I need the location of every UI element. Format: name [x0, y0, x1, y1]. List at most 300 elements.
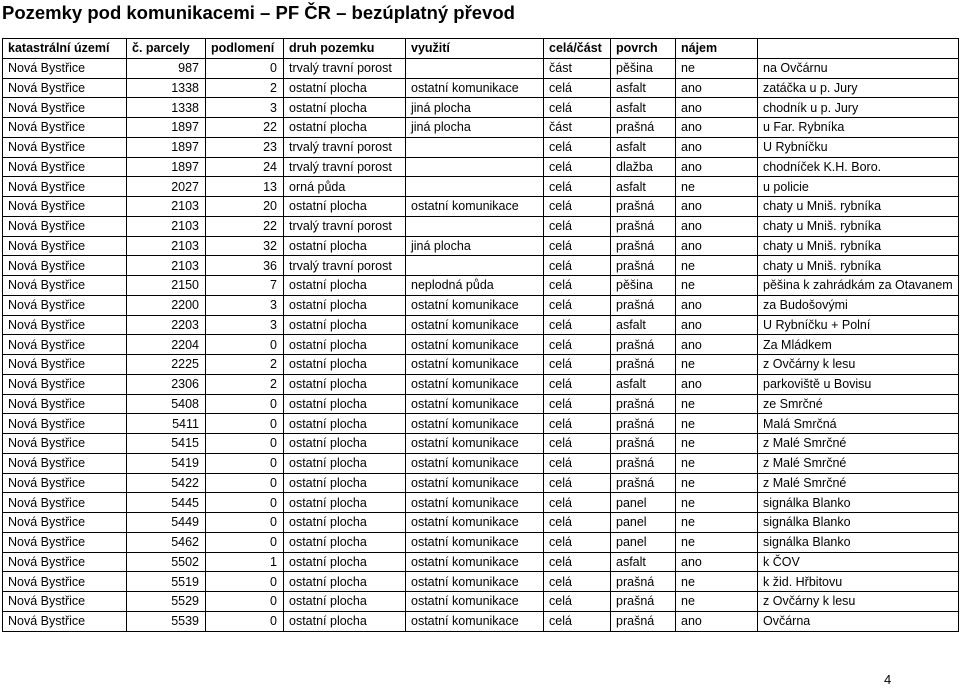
cell-druh-pozemku: ostatní plocha: [284, 236, 406, 256]
cell-druh-pozemku: ostatní plocha: [284, 552, 406, 572]
cell-lokalita: z Malé Smrčné: [758, 434, 959, 454]
table-row: [3, 58, 959, 78]
cell-cislo-parcely: 2103: [127, 256, 206, 276]
cell-podlomeni: 20: [206, 197, 284, 217]
cell-najem: ano: [676, 157, 758, 177]
table-row: [3, 157, 959, 177]
header-lokalita: [758, 39, 959, 59]
table-row: [3, 592, 959, 612]
cell-lokalita: signálka Blanko: [758, 513, 959, 533]
cell-povrch: prašná: [611, 256, 676, 276]
header-cislo-parcely: č. parcely: [127, 39, 206, 59]
cell-cela-cast: celá: [544, 78, 611, 98]
cell-povrch: prašná: [611, 434, 676, 454]
table-row: [3, 177, 959, 197]
header-vyuziti: využití: [406, 39, 544, 59]
cell-cela-cast: celá: [544, 315, 611, 335]
cell-povrch: panel: [611, 532, 676, 552]
cell-vyuziti: ostatní komunikace: [406, 78, 544, 98]
cell-cislo-parcely: 5445: [127, 493, 206, 513]
cell-podlomeni: 0: [206, 453, 284, 473]
cell-vyuziti: ostatní komunikace: [406, 453, 544, 473]
cell-cela-cast: celá: [544, 434, 611, 454]
cell-katastralni-uzemi: Nová Bystřice: [3, 118, 127, 138]
cell-povrch: prašná: [611, 453, 676, 473]
cell-cislo-parcely: 5415: [127, 434, 206, 454]
table-row: [3, 236, 959, 256]
cell-najem: ne: [676, 493, 758, 513]
cell-najem: ano: [676, 315, 758, 335]
cell-povrch: prašná: [611, 394, 676, 414]
cell-povrch: panel: [611, 513, 676, 533]
cell-cislo-parcely: 5408: [127, 394, 206, 414]
cell-vyuziti: ostatní komunikace: [406, 394, 544, 414]
cell-vyuziti: ostatní komunikace: [406, 374, 544, 394]
cell-najem: ano: [676, 611, 758, 631]
cell-katastralni-uzemi: Nová Bystřice: [3, 374, 127, 394]
table-row: [3, 473, 959, 493]
cell-povrch: dlažba: [611, 157, 676, 177]
cell-druh-pozemku: trvalý travní porost: [284, 137, 406, 157]
cell-cela-cast: celá: [544, 572, 611, 592]
cell-cela-cast: celá: [544, 453, 611, 473]
cell-cislo-parcely: 5539: [127, 611, 206, 631]
cell-podlomeni: 1: [206, 552, 284, 572]
table-row: [3, 552, 959, 572]
cell-povrch: asfalt: [611, 98, 676, 118]
parcel-table: [2, 38, 959, 632]
header-povrch: povrch: [611, 39, 676, 59]
cell-cela-cast: celá: [544, 552, 611, 572]
cell-najem: ano: [676, 118, 758, 138]
table-row: [3, 374, 959, 394]
cell-cislo-parcely: 2306: [127, 374, 206, 394]
cell-povrch: prašná: [611, 414, 676, 434]
cell-povrch: prašná: [611, 473, 676, 493]
cell-podlomeni: 0: [206, 473, 284, 493]
cell-druh-pozemku: ostatní plocha: [284, 118, 406, 138]
table-row: [3, 197, 959, 217]
cell-cislo-parcely: 1897: [127, 118, 206, 138]
cell-cislo-parcely: 5502: [127, 552, 206, 572]
cell-lokalita: chaty u Mniš. rybníka: [758, 236, 959, 256]
table-row: [3, 216, 959, 236]
cell-cislo-parcely: 1897: [127, 157, 206, 177]
cell-katastralni-uzemi: Nová Bystřice: [3, 355, 127, 375]
cell-povrch: prašná: [611, 197, 676, 217]
cell-katastralni-uzemi: Nová Bystřice: [3, 157, 127, 177]
table-row: [3, 295, 959, 315]
cell-druh-pozemku: ostatní plocha: [284, 532, 406, 552]
cell-povrch: prašná: [611, 592, 676, 612]
table-header-row: [3, 39, 959, 59]
cell-podlomeni: 0: [206, 434, 284, 454]
cell-najem: ano: [676, 137, 758, 157]
cell-lokalita: signálka Blanko: [758, 532, 959, 552]
cell-lokalita: zatáčka u p. Jury: [758, 78, 959, 98]
cell-katastralni-uzemi: Nová Bystřice: [3, 473, 127, 493]
cell-katastralni-uzemi: Nová Bystřice: [3, 513, 127, 533]
cell-najem: ne: [676, 434, 758, 454]
cell-najem: ano: [676, 236, 758, 256]
cell-podlomeni: 3: [206, 98, 284, 118]
cell-druh-pozemku: ostatní plocha: [284, 414, 406, 434]
cell-najem: ne: [676, 177, 758, 197]
cell-povrch: prašná: [611, 611, 676, 631]
cell-najem: ne: [676, 513, 758, 533]
cell-povrch: asfalt: [611, 177, 676, 197]
cell-katastralni-uzemi: Nová Bystřice: [3, 552, 127, 572]
table-row: [3, 453, 959, 473]
cell-druh-pozemku: ostatní plocha: [284, 394, 406, 414]
cell-cela-cast: celá: [544, 197, 611, 217]
cell-cislo-parcely: 987: [127, 58, 206, 78]
cell-katastralni-uzemi: Nová Bystřice: [3, 276, 127, 296]
cell-druh-pozemku: trvalý travní porost: [284, 256, 406, 276]
cell-katastralni-uzemi: Nová Bystřice: [3, 532, 127, 552]
cell-povrch: prašná: [611, 335, 676, 355]
cell-katastralni-uzemi: Nová Bystřice: [3, 493, 127, 513]
cell-cela-cast: celá: [544, 532, 611, 552]
cell-podlomeni: 2: [206, 355, 284, 375]
cell-vyuziti: ostatní komunikace: [406, 335, 544, 355]
cell-lokalita: chaty u Mniš. rybníka: [758, 216, 959, 236]
cell-cela-cast: celá: [544, 335, 611, 355]
cell-cela-cast: celá: [544, 493, 611, 513]
cell-povrch: prašná: [611, 216, 676, 236]
cell-cislo-parcely: 5449: [127, 513, 206, 533]
cell-vyuziti: ostatní komunikace: [406, 513, 544, 533]
cell-podlomeni: 3: [206, 315, 284, 335]
cell-podlomeni: 0: [206, 592, 284, 612]
cell-druh-pozemku: ostatní plocha: [284, 611, 406, 631]
cell-podlomeni: 2: [206, 78, 284, 98]
cell-vyuziti: ostatní komunikace: [406, 611, 544, 631]
cell-povrch: prašná: [611, 572, 676, 592]
cell-katastralni-uzemi: Nová Bystřice: [3, 216, 127, 236]
page-number: 4: [884, 672, 892, 687]
cell-podlomeni: 7: [206, 276, 284, 296]
cell-lokalita: U Rybníčku: [758, 137, 959, 157]
cell-podlomeni: 0: [206, 611, 284, 631]
cell-povrch: asfalt: [611, 78, 676, 98]
cell-katastralni-uzemi: Nová Bystřice: [3, 256, 127, 276]
cell-najem: ne: [676, 532, 758, 552]
cell-druh-pozemku: ostatní plocha: [284, 197, 406, 217]
cell-povrch: prašná: [611, 236, 676, 256]
cell-katastralni-uzemi: Nová Bystřice: [3, 592, 127, 612]
table-row: [3, 315, 959, 335]
table-row: [3, 137, 959, 157]
cell-vyuziti: ostatní komunikace: [406, 295, 544, 315]
table-row: [3, 78, 959, 98]
cell-druh-pozemku: trvalý travní porost: [284, 58, 406, 78]
cell-cislo-parcely: 2103: [127, 236, 206, 256]
table-row: [3, 493, 959, 513]
cell-najem: ano: [676, 552, 758, 572]
cell-katastralni-uzemi: Nová Bystřice: [3, 295, 127, 315]
cell-lokalita: chodníček K.H. Boro.: [758, 157, 959, 177]
cell-druh-pozemku: ostatní plocha: [284, 78, 406, 98]
cell-podlomeni: 0: [206, 58, 284, 78]
cell-cela-cast: celá: [544, 276, 611, 296]
cell-podlomeni: 3: [206, 295, 284, 315]
table-row: [3, 611, 959, 631]
cell-lokalita: pěšina k zahrádkám za Otavanem: [758, 276, 959, 296]
cell-najem: ano: [676, 78, 758, 98]
cell-katastralni-uzemi: Nová Bystřice: [3, 394, 127, 414]
cell-lokalita: chodník u p. Jury: [758, 98, 959, 118]
cell-lokalita: u Far. Rybníka: [758, 118, 959, 138]
cell-cela-cast: část: [544, 58, 611, 78]
cell-cislo-parcely: 2150: [127, 276, 206, 296]
cell-cela-cast: celá: [544, 236, 611, 256]
cell-podlomeni: 0: [206, 493, 284, 513]
table-row: [3, 256, 959, 276]
cell-cela-cast: celá: [544, 394, 611, 414]
cell-cislo-parcely: 5462: [127, 532, 206, 552]
table-row: [3, 355, 959, 375]
cell-vyuziti: jiná plocha: [406, 118, 544, 138]
cell-najem: ano: [676, 216, 758, 236]
cell-druh-pozemku: ostatní plocha: [284, 335, 406, 355]
cell-lokalita: z Malé Smrčné: [758, 453, 959, 473]
table-row: [3, 434, 959, 454]
cell-katastralni-uzemi: Nová Bystřice: [3, 236, 127, 256]
cell-vyuziti: neplodná půda: [406, 276, 544, 296]
cell-cislo-parcely: 2103: [127, 216, 206, 236]
cell-katastralni-uzemi: Nová Bystřice: [3, 137, 127, 157]
cell-podlomeni: 0: [206, 513, 284, 533]
cell-najem: ne: [676, 276, 758, 296]
cell-vyuziti: jiná plocha: [406, 98, 544, 118]
cell-vyuziti: ostatní komunikace: [406, 572, 544, 592]
cell-druh-pozemku: ostatní plocha: [284, 473, 406, 493]
cell-podlomeni: 2: [206, 374, 284, 394]
cell-lokalita: z Malé Smrčné: [758, 473, 959, 493]
cell-cela-cast: celá: [544, 513, 611, 533]
cell-lokalita: za Budošovými: [758, 295, 959, 315]
cell-cislo-parcely: 1338: [127, 98, 206, 118]
cell-najem: ano: [676, 335, 758, 355]
header-cela-cast: celá/část: [544, 39, 611, 59]
cell-vyuziti: ostatní komunikace: [406, 493, 544, 513]
cell-povrch: prašná: [611, 295, 676, 315]
cell-lokalita: parkoviště u Bovisu: [758, 374, 959, 394]
cell-cislo-parcely: 5422: [127, 473, 206, 493]
cell-druh-pozemku: ostatní plocha: [284, 374, 406, 394]
cell-cislo-parcely: 2103: [127, 197, 206, 217]
cell-podlomeni: 0: [206, 572, 284, 592]
cell-lokalita: na Ovčárnu: [758, 58, 959, 78]
table-row: [3, 513, 959, 533]
cell-najem: ne: [676, 58, 758, 78]
cell-cislo-parcely: 2200: [127, 295, 206, 315]
cell-lokalita: k žid. Hřbitovu: [758, 572, 959, 592]
cell-druh-pozemku: ostatní plocha: [284, 98, 406, 118]
cell-najem: ne: [676, 256, 758, 276]
cell-povrch: asfalt: [611, 552, 676, 572]
cell-najem: ano: [676, 374, 758, 394]
cell-podlomeni: 22: [206, 118, 284, 138]
cell-katastralni-uzemi: Nová Bystřice: [3, 335, 127, 355]
cell-vyuziti: [406, 216, 544, 236]
table-row: [3, 414, 959, 434]
cell-lokalita: signálka Blanko: [758, 493, 959, 513]
cell-najem: ne: [676, 355, 758, 375]
cell-katastralni-uzemi: Nová Bystřice: [3, 611, 127, 631]
cell-podlomeni: 23: [206, 137, 284, 157]
table-body: [3, 58, 959, 631]
cell-cela-cast: celá: [544, 611, 611, 631]
cell-povrch: asfalt: [611, 137, 676, 157]
cell-najem: ano: [676, 98, 758, 118]
cell-povrch: prašná: [611, 118, 676, 138]
cell-lokalita: Malá Smrčná: [758, 414, 959, 434]
cell-lokalita: Ovčárna: [758, 611, 959, 631]
cell-povrch: panel: [611, 493, 676, 513]
cell-katastralni-uzemi: Nová Bystřice: [3, 434, 127, 454]
cell-vyuziti: [406, 256, 544, 276]
cell-cislo-parcely: 2225: [127, 355, 206, 375]
cell-povrch: asfalt: [611, 315, 676, 335]
cell-druh-pozemku: ostatní plocha: [284, 434, 406, 454]
table-row: [3, 118, 959, 138]
cell-najem: ne: [676, 592, 758, 612]
cell-cislo-parcely: 2204: [127, 335, 206, 355]
cell-povrch: pěšina: [611, 276, 676, 296]
cell-cislo-parcely: 2203: [127, 315, 206, 335]
cell-druh-pozemku: ostatní plocha: [284, 355, 406, 375]
cell-podlomeni: 32: [206, 236, 284, 256]
cell-vyuziti: ostatní komunikace: [406, 414, 544, 434]
table-row: [3, 572, 959, 592]
cell-lokalita: k ČOV: [758, 552, 959, 572]
cell-katastralni-uzemi: Nová Bystřice: [3, 58, 127, 78]
cell-podlomeni: 13: [206, 177, 284, 197]
cell-cislo-parcely: 2027: [127, 177, 206, 197]
cell-lokalita: chaty u Mniš. rybníka: [758, 256, 959, 276]
cell-druh-pozemku: ostatní plocha: [284, 453, 406, 473]
cell-lokalita: z Ovčárny k lesu: [758, 355, 959, 375]
cell-cela-cast: celá: [544, 216, 611, 236]
cell-podlomeni: 36: [206, 256, 284, 276]
cell-druh-pozemku: trvalý travní porost: [284, 216, 406, 236]
cell-povrch: asfalt: [611, 374, 676, 394]
cell-najem: ne: [676, 453, 758, 473]
cell-cislo-parcely: 5519: [127, 572, 206, 592]
cell-cislo-parcely: 1897: [127, 137, 206, 157]
cell-lokalita: chaty u Mniš. rybníka: [758, 197, 959, 217]
cell-druh-pozemku: ostatní plocha: [284, 493, 406, 513]
cell-cela-cast: celá: [544, 355, 611, 375]
table-row: [3, 335, 959, 355]
cell-podlomeni: 0: [206, 532, 284, 552]
cell-cela-cast: celá: [544, 295, 611, 315]
cell-cislo-parcely: 5529: [127, 592, 206, 612]
cell-vyuziti: ostatní komunikace: [406, 355, 544, 375]
cell-cela-cast: celá: [544, 177, 611, 197]
cell-katastralni-uzemi: Nová Bystřice: [3, 414, 127, 434]
table-row: [3, 394, 959, 414]
cell-vyuziti: ostatní komunikace: [406, 473, 544, 493]
cell-vyuziti: [406, 58, 544, 78]
cell-podlomeni: 24: [206, 157, 284, 177]
cell-najem: ne: [676, 572, 758, 592]
cell-vyuziti: [406, 137, 544, 157]
cell-cislo-parcely: 1338: [127, 78, 206, 98]
cell-vyuziti: [406, 157, 544, 177]
cell-najem: ne: [676, 394, 758, 414]
table-row: [3, 276, 959, 296]
cell-vyuziti: [406, 177, 544, 197]
cell-druh-pozemku: ostatní plocha: [284, 572, 406, 592]
cell-druh-pozemku: ostatní plocha: [284, 276, 406, 296]
cell-druh-pozemku: ostatní plocha: [284, 513, 406, 533]
header-najem: nájem: [676, 39, 758, 59]
cell-najem: ano: [676, 295, 758, 315]
cell-cela-cast: celá: [544, 157, 611, 177]
cell-cela-cast: celá: [544, 256, 611, 276]
cell-lokalita: Za Mládkem: [758, 335, 959, 355]
cell-vyuziti: ostatní komunikace: [406, 532, 544, 552]
cell-najem: ne: [676, 414, 758, 434]
cell-druh-pozemku: ostatní plocha: [284, 295, 406, 315]
cell-katastralni-uzemi: Nová Bystřice: [3, 98, 127, 118]
cell-cela-cast: celá: [544, 414, 611, 434]
cell-vyuziti: jiná plocha: [406, 236, 544, 256]
cell-najem: ne: [676, 473, 758, 493]
header-katastralni-uzemi: katastrální území: [3, 39, 127, 59]
cell-katastralni-uzemi: Nová Bystřice: [3, 177, 127, 197]
cell-povrch: pěšina: [611, 58, 676, 78]
header-druh-pozemku: druh pozemku: [284, 39, 406, 59]
cell-katastralni-uzemi: Nová Bystřice: [3, 572, 127, 592]
cell-druh-pozemku: orná půda: [284, 177, 406, 197]
cell-katastralni-uzemi: Nová Bystřice: [3, 453, 127, 473]
cell-podlomeni: 0: [206, 335, 284, 355]
cell-lokalita: z Ovčárny k lesu: [758, 592, 959, 612]
cell-cela-cast: část: [544, 118, 611, 138]
cell-podlomeni: 0: [206, 414, 284, 434]
cell-katastralni-uzemi: Nová Bystřice: [3, 315, 127, 335]
cell-druh-pozemku: ostatní plocha: [284, 315, 406, 335]
cell-cislo-parcely: 5411: [127, 414, 206, 434]
cell-najem: ano: [676, 197, 758, 217]
cell-podlomeni: 22: [206, 216, 284, 236]
cell-vyuziti: ostatní komunikace: [406, 315, 544, 335]
cell-cela-cast: celá: [544, 98, 611, 118]
cell-vyuziti: ostatní komunikace: [406, 592, 544, 612]
cell-druh-pozemku: ostatní plocha: [284, 592, 406, 612]
cell-katastralni-uzemi: Nová Bystřice: [3, 197, 127, 217]
cell-vyuziti: ostatní komunikace: [406, 552, 544, 572]
page-title: Pozemky pod komunikacemi – PF ČR – bezúplatný převod: [2, 2, 515, 23]
table-row: [3, 532, 959, 552]
cell-lokalita: U Rybníčku + Polní: [758, 315, 959, 335]
cell-katastralni-uzemi: Nová Bystřice: [3, 78, 127, 98]
table-row: [3, 98, 959, 118]
cell-vyuziti: ostatní komunikace: [406, 434, 544, 454]
cell-povrch: prašná: [611, 355, 676, 375]
cell-cislo-parcely: 5419: [127, 453, 206, 473]
cell-lokalita: ze Smrčné: [758, 394, 959, 414]
cell-druh-pozemku: trvalý travní porost: [284, 157, 406, 177]
cell-cela-cast: celá: [544, 473, 611, 493]
cell-cela-cast: celá: [544, 592, 611, 612]
cell-vyuziti: ostatní komunikace: [406, 197, 544, 217]
cell-cela-cast: celá: [544, 374, 611, 394]
